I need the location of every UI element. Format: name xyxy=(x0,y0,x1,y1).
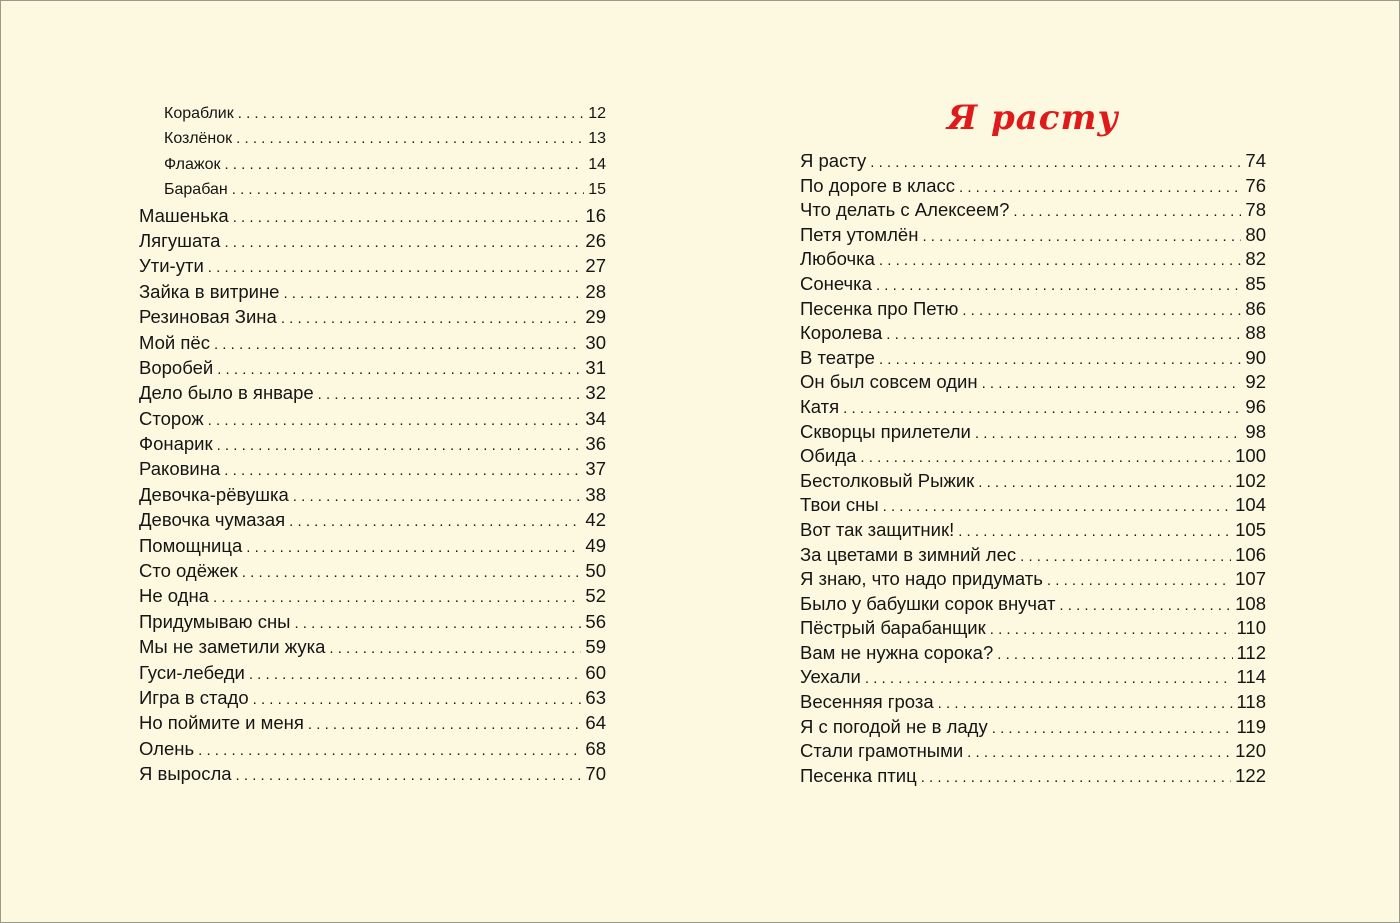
toc-entry-title: Воробей xyxy=(139,356,214,378)
toc-entry-page-number: 68 xyxy=(585,737,606,759)
toc-entry-title: Петя утомлён xyxy=(800,223,919,245)
toc-dot-leader xyxy=(217,433,582,458)
toc-entry xyxy=(139,253,606,278)
toc-entry-title: Мой пёс xyxy=(139,331,210,353)
toc-dot-leader xyxy=(883,495,1231,520)
toc-dot-leader xyxy=(982,372,1242,397)
toc-dot-leader xyxy=(992,717,1233,742)
toc-entry-title: Что делать с Алексеем? xyxy=(800,199,1010,221)
toc-entry xyxy=(139,304,606,329)
toc-entry xyxy=(800,518,1266,543)
toc-entry-title: Бестолковый Рыжик xyxy=(800,469,975,491)
toc-entry xyxy=(800,616,1266,641)
toc-entry-page-number: 98 xyxy=(1245,420,1266,442)
toc-entry xyxy=(139,456,606,481)
toc-dot-leader xyxy=(967,741,1231,766)
toc-dot-leader xyxy=(975,422,1242,447)
toc-entry-title: Кораблик xyxy=(164,105,234,122)
toc-dot-leader xyxy=(959,176,1241,201)
toc-dot-leader xyxy=(922,225,1241,250)
toc-dot-leader xyxy=(198,738,581,763)
toc-entry xyxy=(139,279,606,304)
toc-entry xyxy=(139,685,606,710)
toc-entry-page-number: 90 xyxy=(1245,346,1266,368)
toc-dot-leader xyxy=(860,446,1231,471)
toc-entry xyxy=(800,223,1266,248)
toc-entry-page-number: 30 xyxy=(585,331,606,353)
toc-entry xyxy=(800,321,1266,346)
toc-entry xyxy=(800,272,1266,297)
toc-entry-page-number: 14 xyxy=(588,155,606,173)
toc-dot-leader xyxy=(224,230,581,255)
toc-entry-page-number: 100 xyxy=(1235,445,1266,467)
toc-entry-title: Зайка в витрине xyxy=(139,280,280,302)
toc-entry xyxy=(139,228,606,253)
toc-entry-title: Я расту xyxy=(800,150,867,171)
toc-entry-title: Но поймите и меня xyxy=(139,712,304,734)
toc-entry-title: Твои сны xyxy=(800,494,879,516)
toc-entry xyxy=(139,330,606,355)
toc-entry xyxy=(800,493,1266,518)
toc-entry-title: Он был совсем один xyxy=(800,371,978,393)
toc-entry xyxy=(800,444,1266,469)
toc-entry xyxy=(139,101,606,126)
toc-dot-leader xyxy=(232,177,584,202)
toc-entry xyxy=(800,149,1266,174)
toc-entry-page-number: 37 xyxy=(585,458,606,480)
toc-entry xyxy=(139,126,606,151)
toc-entry-page-number: 12 xyxy=(588,105,606,122)
toc-entry-page-number: 49 xyxy=(585,534,606,556)
toc-left-column xyxy=(139,101,606,787)
toc-entry-page-number: 52 xyxy=(585,585,606,607)
toc-entry-title: Скворцы прилетели xyxy=(800,420,971,442)
toc-entry xyxy=(139,380,606,405)
toc-dot-leader xyxy=(242,560,582,585)
toc-entry-page-number: 50 xyxy=(585,560,606,582)
toc-entry-page-number: 104 xyxy=(1235,494,1266,516)
toc-dot-leader xyxy=(233,205,582,230)
toc-entry-page-number: 119 xyxy=(1236,715,1266,737)
toc-entry-page-number: 74 xyxy=(1245,150,1266,171)
toc-entry xyxy=(800,641,1266,666)
toc-entry-title: Сторож xyxy=(139,407,204,429)
toc-dot-leader xyxy=(208,255,582,280)
toc-dot-leader xyxy=(879,249,1242,274)
toc-entry-page-number: 122 xyxy=(1235,764,1266,786)
toc-dot-leader xyxy=(876,274,1241,299)
toc-entry-title: Пёстрый барабанщик xyxy=(800,617,986,639)
toc-dot-leader xyxy=(214,332,581,357)
toc-entry xyxy=(800,174,1266,199)
toc-dot-leader xyxy=(938,692,1233,717)
toc-entry xyxy=(139,634,606,659)
toc-dot-leader xyxy=(224,458,581,483)
toc-entry-title: Уехали xyxy=(800,666,861,688)
toc-entry xyxy=(800,370,1266,395)
toc-right-column xyxy=(800,149,1266,788)
toc-dot-leader xyxy=(294,611,581,636)
toc-entry-title: Машенька xyxy=(139,204,229,226)
toc-entry-page-number: 42 xyxy=(585,509,606,531)
toc-entry-title: Мы не заметили жука xyxy=(139,636,326,658)
toc-entry-page-number: 64 xyxy=(585,712,606,734)
toc-entry-page-number: 102 xyxy=(1235,469,1266,491)
toc-dot-leader xyxy=(958,520,1231,545)
toc-dot-leader xyxy=(886,323,1241,348)
toc-entry-title: Королева xyxy=(800,322,883,344)
toc-entry xyxy=(139,761,606,786)
toc-entry-title: Флажок xyxy=(164,155,221,173)
toc-entry xyxy=(139,660,606,685)
toc-dot-leader xyxy=(990,618,1233,643)
toc-entry-page-number: 60 xyxy=(585,661,606,683)
toc-entry-page-number: 112 xyxy=(1236,641,1266,663)
toc-dot-leader xyxy=(238,101,584,126)
toc-dot-leader xyxy=(236,126,584,151)
toc-entry xyxy=(800,739,1266,764)
toc-entry-page-number: 70 xyxy=(585,763,606,785)
toc-entry-title: Помощница xyxy=(139,534,243,556)
toc-entry xyxy=(139,203,606,228)
toc-entry-title: Вам не нужна сорока? xyxy=(800,641,994,663)
toc-entry-title: Олень xyxy=(139,737,195,759)
toc-dot-leader xyxy=(283,281,581,306)
toc-entry-page-number: 105 xyxy=(1235,518,1266,540)
toc-entry-title: Дело было в январе xyxy=(139,382,314,404)
toc-entry-title: Фонарик xyxy=(139,433,213,455)
toc-dot-leader xyxy=(208,408,582,433)
toc-entry-page-number: 118 xyxy=(1236,691,1266,713)
toc-entry-page-number: 107 xyxy=(1235,568,1266,590)
toc-entry-title: Обида xyxy=(800,445,857,467)
toc-entry-page-number: 13 xyxy=(588,130,606,148)
toc-entry-page-number: 86 xyxy=(1245,297,1266,319)
toc-dot-leader xyxy=(978,471,1231,496)
toc-entry-page-number: 80 xyxy=(1245,223,1266,245)
toc-entry-title: Барабан xyxy=(164,181,228,199)
toc-dot-leader xyxy=(879,348,1241,373)
toc-entry xyxy=(139,482,606,507)
toc-dot-leader xyxy=(224,152,584,177)
toc-entry-page-number: 56 xyxy=(585,610,606,632)
toc-entry-title: Резиновая Зина xyxy=(139,306,277,328)
section-title: Я расту xyxy=(947,98,1119,138)
toc-entry xyxy=(139,177,606,202)
toc-entry-page-number: 38 xyxy=(585,483,606,505)
toc-entry-title: Весенняя гроза xyxy=(800,691,934,713)
toc-entry-title: Стали грамотными xyxy=(800,740,964,762)
toc-entry xyxy=(800,690,1266,715)
toc-entry xyxy=(139,533,606,558)
toc-dot-leader xyxy=(1020,545,1231,570)
toc-dot-leader xyxy=(1013,200,1241,225)
toc-dot-leader xyxy=(281,306,582,331)
toc-entry-page-number: 76 xyxy=(1245,174,1266,196)
toc-entry-title: Сонечка xyxy=(800,272,872,294)
toc-entry-page-number: 120 xyxy=(1235,740,1266,762)
toc-entry xyxy=(800,543,1266,568)
toc-entry xyxy=(800,395,1266,420)
toc-entry-page-number: 36 xyxy=(585,433,606,455)
toc-dot-leader xyxy=(921,766,1231,791)
toc-entry xyxy=(139,406,606,431)
toc-entry-title: Сто одёжек xyxy=(139,560,238,582)
toc-entry-title: Было у бабушки сорок внучат xyxy=(800,592,1056,614)
toc-entry xyxy=(139,710,606,735)
toc-entry-title: Козлёнок xyxy=(164,130,233,148)
toc-entry xyxy=(800,764,1266,789)
toc-dot-leader xyxy=(318,382,582,407)
toc-entry xyxy=(800,665,1266,690)
toc-dot-leader xyxy=(289,509,581,534)
toc-entry-title: За цветами в зимний лес xyxy=(800,543,1017,565)
toc-entry-page-number: 26 xyxy=(585,229,606,251)
toc-entry xyxy=(800,247,1266,272)
toc-entry xyxy=(800,469,1266,494)
toc-dot-leader xyxy=(997,643,1232,668)
toc-entry-page-number: 63 xyxy=(585,686,606,708)
toc-dot-leader xyxy=(236,763,582,788)
toc-dot-leader xyxy=(962,299,1241,324)
toc-entry-title: В театре xyxy=(800,346,875,368)
toc-entry-page-number: 59 xyxy=(585,636,606,658)
toc-entry-title: Девочка чумазая xyxy=(139,509,286,531)
toc-entry-page-number: 82 xyxy=(1245,248,1266,270)
toc-entry-page-number: 29 xyxy=(585,306,606,328)
toc-dot-leader xyxy=(249,662,582,687)
toc-dot-leader xyxy=(1047,569,1231,594)
toc-entry xyxy=(800,346,1266,371)
toc-entry-page-number: 27 xyxy=(585,255,606,277)
toc-entry xyxy=(139,583,606,608)
toc-entry-title: Лягушата xyxy=(139,229,221,251)
toc-entry xyxy=(139,507,606,532)
toc-entry-page-number: 34 xyxy=(585,407,606,429)
toc-entry-title: Любочка xyxy=(800,248,875,270)
toc-entry-title: Ути-ути xyxy=(139,255,204,277)
toc-entry-page-number: 96 xyxy=(1245,395,1266,417)
toc-entry-title: Катя xyxy=(800,395,840,417)
toc-entry-page-number: 106 xyxy=(1235,543,1266,565)
toc-entry-title: Не одна xyxy=(139,585,209,607)
toc-dot-leader xyxy=(870,151,1241,176)
toc-entry-title: Придумываю сны xyxy=(139,610,291,632)
toc-entry-title: Я выросла xyxy=(139,763,232,785)
toc-dot-leader xyxy=(329,636,581,661)
toc-entry-page-number: 110 xyxy=(1236,617,1266,639)
toc-dot-leader xyxy=(213,585,581,610)
toc-entry-page-number: 88 xyxy=(1245,322,1266,344)
toc-dot-leader xyxy=(1059,594,1231,619)
toc-dot-leader xyxy=(246,535,581,560)
toc-entry-page-number: 16 xyxy=(585,204,606,226)
toc-entry-title: По дороге в класс xyxy=(800,174,956,196)
toc-dot-leader xyxy=(308,712,582,737)
toc-entry xyxy=(139,431,606,456)
toc-entry-page-number: 92 xyxy=(1245,371,1266,393)
toc-entry xyxy=(800,567,1266,592)
toc-entry-title: Игра в стадо xyxy=(139,686,249,708)
toc-entry xyxy=(139,609,606,634)
toc-dot-leader xyxy=(865,667,1233,692)
toc-entry-page-number: 32 xyxy=(585,382,606,404)
toc-entry-page-number: 85 xyxy=(1245,272,1266,294)
toc-entry xyxy=(139,558,606,583)
toc-entry xyxy=(139,355,606,380)
toc-entry-page-number: 78 xyxy=(1245,199,1266,221)
toc-dot-leader xyxy=(293,484,582,509)
toc-entry-title: Я знаю, что надо придумать xyxy=(800,568,1043,590)
toc-entry-title: Вот так защитник! xyxy=(800,518,955,540)
toc-entry xyxy=(800,715,1266,740)
toc-entry-title: Я с погодой не в ладу xyxy=(800,715,988,737)
toc-entry-page-number: 108 xyxy=(1235,592,1266,614)
toc-entry xyxy=(139,736,606,761)
toc-dot-leader xyxy=(217,357,581,382)
toc-entry-page-number: 15 xyxy=(588,181,606,199)
toc-entry-page-number: 28 xyxy=(585,280,606,302)
toc-entry-title: Раковина xyxy=(139,458,221,480)
toc-entry-title: Песенка птиц xyxy=(800,764,917,786)
toc-entry-title: Гуси-лебеди xyxy=(139,661,245,683)
toc-dot-leader xyxy=(253,687,582,712)
toc-entry xyxy=(800,592,1266,617)
toc-entry-page-number: 114 xyxy=(1236,666,1266,688)
toc-entry-page-number: 31 xyxy=(585,356,606,378)
toc-entry xyxy=(800,420,1266,445)
toc-entry-title: Девочка-рёвушка xyxy=(139,483,289,505)
toc-entry xyxy=(800,198,1266,223)
toc-entry xyxy=(139,152,606,177)
toc-dot-leader xyxy=(843,397,1241,422)
toc-entry-title: Песенка про Петю xyxy=(800,297,959,319)
toc-entry xyxy=(800,297,1266,322)
